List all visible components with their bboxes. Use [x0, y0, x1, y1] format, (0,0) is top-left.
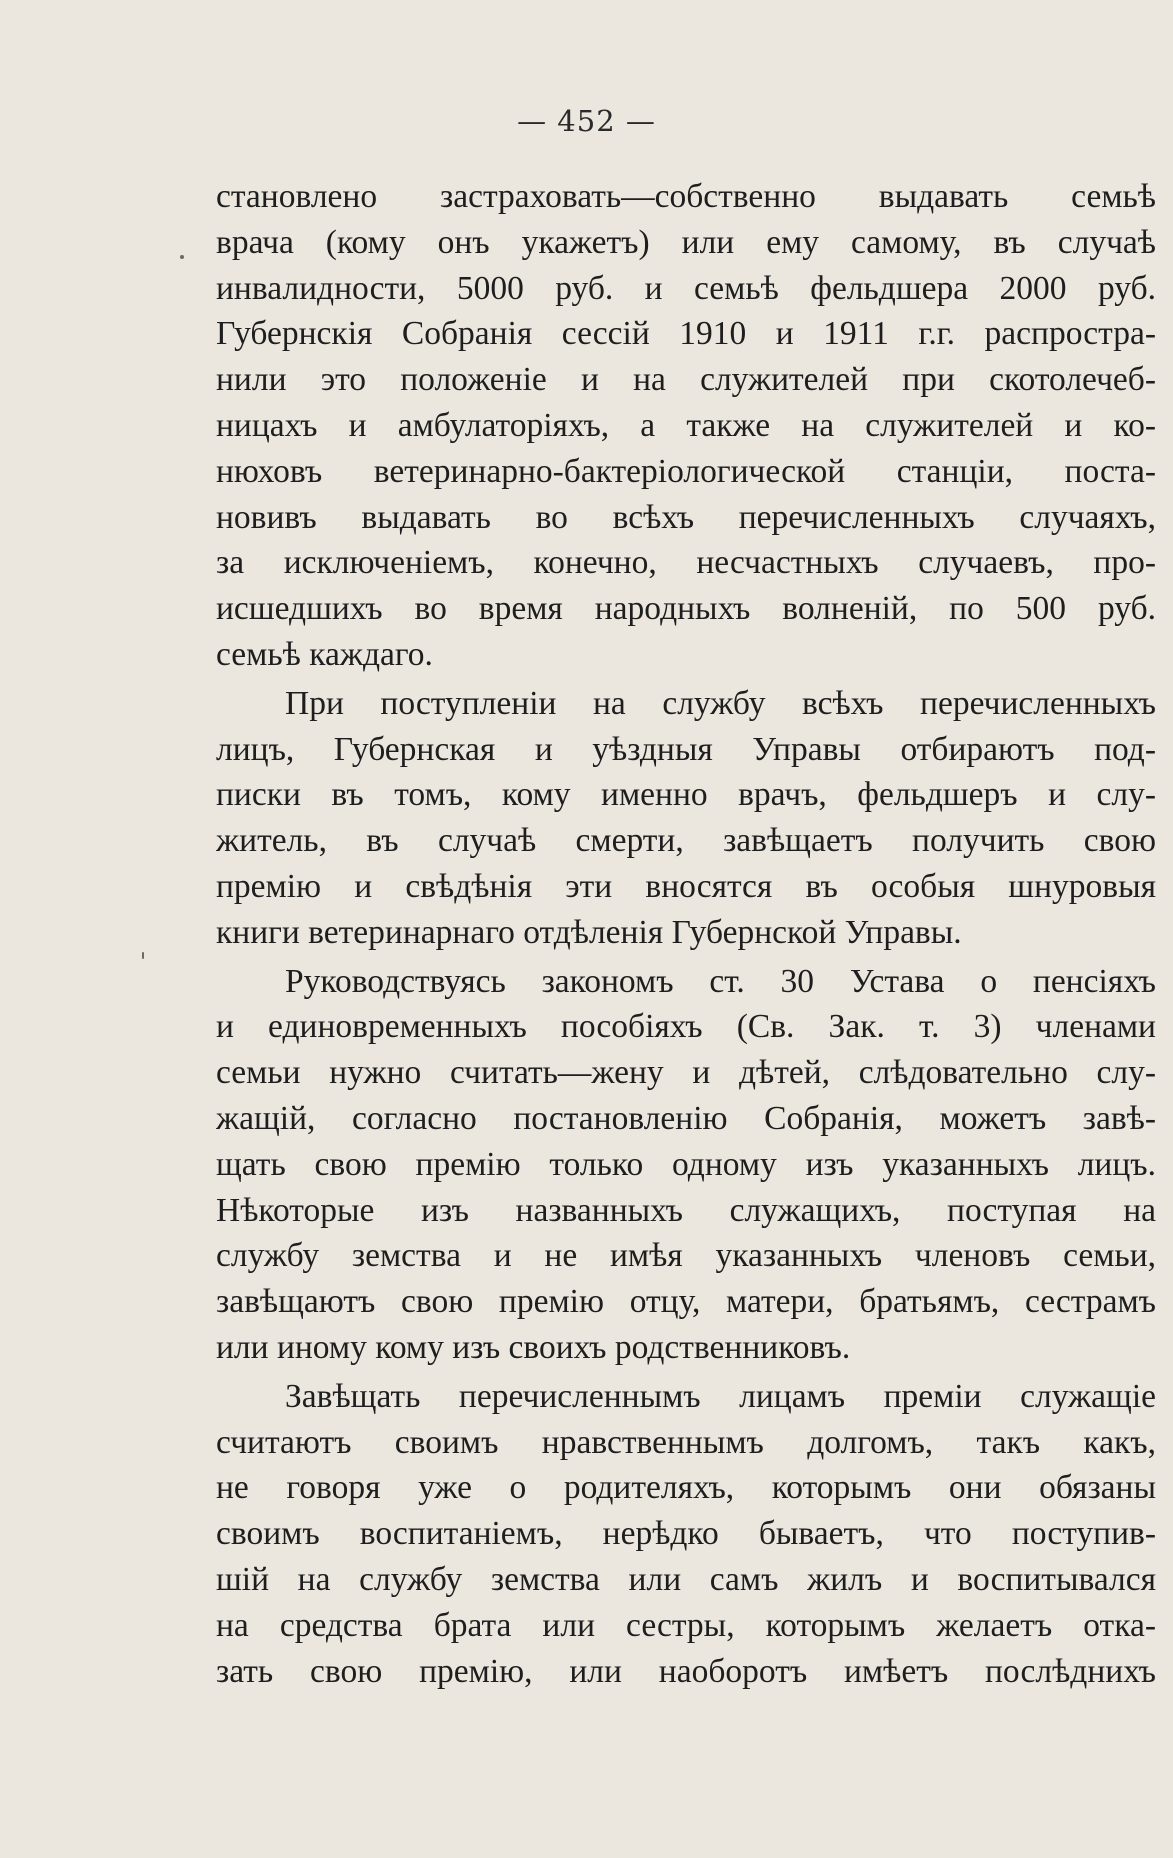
text-line: на средства брата или сестры, которымъ желаетъ отка- [216, 1606, 1156, 1644]
text-line: ницахъ и амбулаторіяхъ, а также на служителей и ко- [216, 406, 1156, 444]
paragraph-3 [216, 959, 1156, 1371]
text-line: При поступленіи на службу всѣхъ перечисленныхъ [285, 684, 1156, 722]
text-line: нюховъ ветеринарно-бактеріологической станціи, поста- [216, 452, 1156, 490]
paragraph-4 [216, 1374, 1156, 1695]
text-line: Руководствуясь закономъ ст. 30 Устава о пенсіяхъ [285, 962, 1156, 1000]
text-line: премію и свѣдѣнія эти вносятся въ особыя шнуровыя [216, 867, 1156, 905]
text-line: считаютъ своимъ нравственнымъ долгомъ, такъ какъ, [216, 1423, 1156, 1461]
text-line: врача (кому онъ укажетъ) или ему самому, въ случаѣ [216, 223, 1156, 261]
text-line: семьи нужно считать—жену и дѣтей, слѣдовательно слу- [216, 1054, 1156, 1092]
text-line: завѣщаютъ свою премію отцу, матери, братьямъ, сестрамъ [216, 1283, 1156, 1321]
text-line: жащій, согласно постановленію Собранія, можетъ завѣ- [216, 1099, 1156, 1137]
text-line: службу земства и не имѣя указанныхъ членовъ семьи, [216, 1237, 1156, 1275]
text-line: шій на службу земства или самъ жилъ и воспитывался [216, 1560, 1156, 1598]
text-line: или иному кому изъ своихъ родственниковъ. [216, 1328, 851, 1366]
paragraph-2 [216, 681, 1156, 956]
paragraph-1 [216, 174, 1156, 678]
text-line: книги ветеринарнаго отдѣленія Губернской Управы. [216, 913, 962, 951]
text-line: за исключеніемъ, конечно, несчастныхъ случаевъ, про- [216, 544, 1156, 582]
text-line: новивъ выдавать во всѣхъ перечисленныхъ случаяхъ, [216, 498, 1156, 536]
text-line: Губернскія Собранія сессій 1910 и 1911 г.г. распростра- [216, 315, 1156, 353]
text-line: щать свою премію только одному изъ указанныхъ лицъ. [216, 1145, 1156, 1183]
text-line: зать свою премію, или наоборотъ имѣетъ послѣднихъ [216, 1652, 1156, 1690]
text-line: своимъ воспитаніемъ, нерѣдко бываетъ, что поступив- [216, 1515, 1156, 1553]
text-line: Нѣкоторые изъ названныхъ служащихъ, поступая на [216, 1191, 1156, 1229]
text-line: лицъ, Губернская и уѣздныя Управы отбираютъ под- [216, 730, 1156, 768]
text-line: семьѣ каждаго. [216, 635, 433, 673]
text-line: Завѣщать перечисленнымъ лицамъ преміи служащіе [285, 1377, 1156, 1415]
text-line: житель, въ случаѣ смерти, завѣщаетъ получить свою [216, 822, 1156, 860]
page-number: — 452 — [517, 104, 656, 138]
text-line: не говоря уже о родителяхъ, которымъ они обязаны [216, 1469, 1156, 1507]
text-line: исшедшихъ во время народныхъ волненій, по 500 руб. [216, 590, 1156, 628]
text-line: инвалидности, 5000 руб. и семьѣ фельдшера 2000 руб. [216, 269, 1156, 307]
text-line: становлено застраховать—собственно выдавать семьѣ [216, 178, 1156, 215]
ink-speck [180, 255, 184, 259]
ink-speck [142, 952, 144, 959]
body-text [216, 174, 1156, 1694]
text-line: нили это положеніе и на служителей при скотолечеб- [216, 361, 1156, 399]
text-line: и единовременныхъ пособіяхъ (Св. Зак. т. 3) членами [216, 1008, 1156, 1046]
text-line: писки въ томъ, кому именно врачъ, фельдшеръ и слу- [216, 776, 1156, 814]
